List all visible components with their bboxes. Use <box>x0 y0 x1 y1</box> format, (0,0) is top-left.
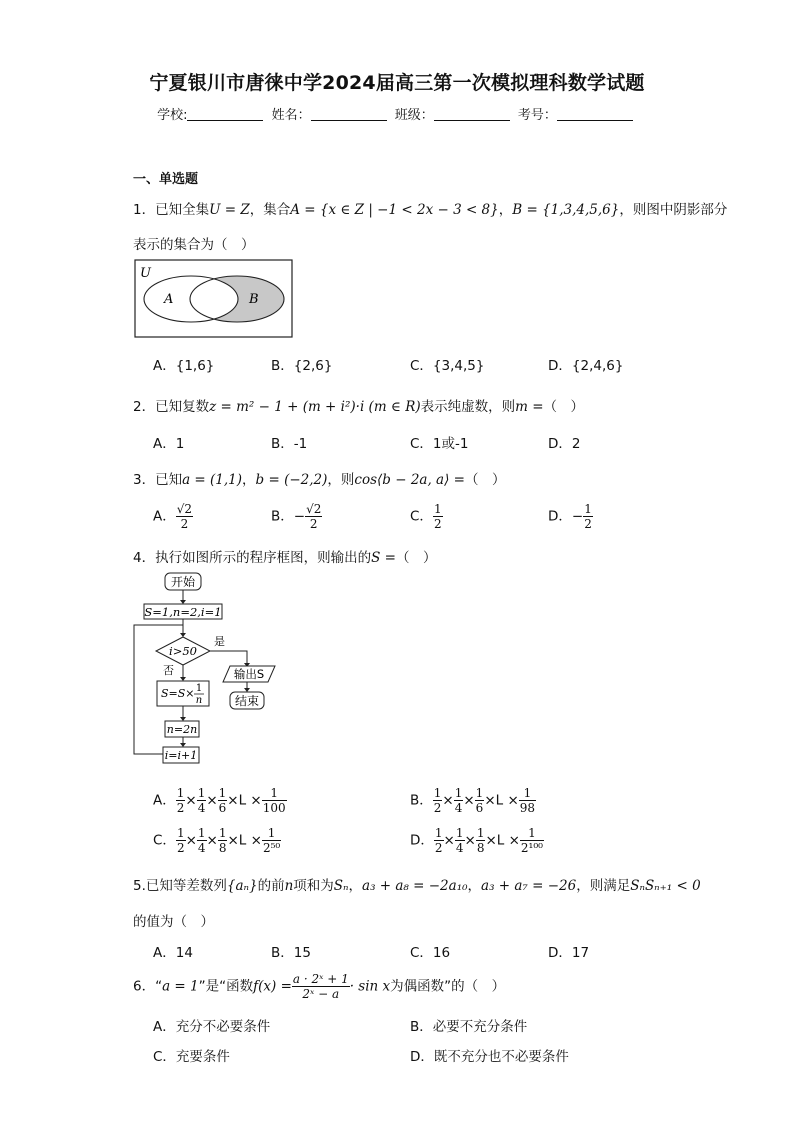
denominator: 4 <box>455 841 464 855</box>
q2-m: m = <box>515 399 544 415</box>
question-6-stem <box>133 972 505 1001</box>
q3-option-b[interactable] <box>271 502 322 531</box>
q3-text: 3．已知 <box>133 472 183 488</box>
q6-sin: · sin x <box>349 978 391 995</box>
q2-text: （ ） <box>543 399 585 415</box>
q6-option-b[interactable]: B．必要不充分条件 <box>410 1019 528 1035</box>
flow-yes-line <box>210 651 247 666</box>
option-fraction <box>176 502 193 531</box>
q2-expression: z = m² − 1 + (m + i²)·i (m ∈ R) <box>209 399 421 415</box>
q2-text: 2．已知复数 <box>133 399 210 415</box>
q1-option-b[interactable]: B．{2,6} <box>271 358 333 374</box>
q2-text: 表示纯虚数，则 <box>420 399 516 415</box>
option-label: D． <box>410 832 434 849</box>
q6-option-d[interactable]: D．既不充分也不必要条件 <box>410 1049 569 1065</box>
numerator: 1 <box>176 786 185 800</box>
flow-arrowhead <box>244 688 250 692</box>
q1-text: 1．已知全集 <box>133 202 210 218</box>
option-label: C． <box>410 508 433 525</box>
number-label: 考号： <box>517 108 557 123</box>
option-label: B． <box>271 508 294 525</box>
q4-option-c[interactable]: C． $\frac{1}{2}$ × $\frac{1}{4}$ × $\frac{1}{8}$ ×L × $\frac{1}{\text{2⁵⁰}}$ <box>153 826 281 855</box>
option-label: A． <box>153 792 176 809</box>
q6-text: ”是“函数 <box>198 978 254 995</box>
q3-text: （ ） <box>464 472 506 488</box>
numerator: 1 <box>520 826 544 841</box>
class-label: 班级： <box>394 108 434 123</box>
denominator: 6 <box>475 801 484 815</box>
ellipsis: L <box>495 792 504 809</box>
numerator: √2 <box>176 502 193 516</box>
question-1-stem <box>133 198 727 218</box>
denominator: 4 <box>454 801 463 815</box>
q5-option-a[interactable]: A．14 <box>153 945 193 961</box>
flow-step2: n=2n <box>166 723 198 736</box>
flow-arrowhead <box>180 717 186 721</box>
q2-option-a[interactable]: A．1 <box>153 436 185 452</box>
term <box>218 786 228 815</box>
denominator: 2 <box>180 517 189 531</box>
term <box>262 826 281 855</box>
term <box>433 786 443 815</box>
denominator: 8 <box>218 841 227 855</box>
numerator: 1 <box>197 826 206 840</box>
option-fraction <box>583 502 593 531</box>
option-fraction <box>433 502 443 531</box>
flow-arrowhead <box>180 743 186 747</box>
numerator: 1 <box>475 786 484 800</box>
q5-option-b[interactable]: B．15 <box>271 945 311 961</box>
q3-option-a[interactable] <box>153 502 193 531</box>
q3-cos-expression: cos⟨b − 2a, a⟩ = <box>354 472 465 488</box>
numerator: 1 <box>262 826 281 841</box>
term <box>476 826 486 855</box>
denominator: 4 <box>197 841 206 855</box>
q5-option-d[interactable]: D．17 <box>548 945 590 961</box>
term <box>454 786 464 815</box>
numerator: a · 2ˣ + 1 <box>292 972 349 986</box>
numerator: 1 <box>262 786 287 801</box>
term <box>455 826 465 855</box>
term <box>218 826 228 855</box>
q5-condition-1: a₃ + a₈ = −2a₁₀ <box>362 878 468 894</box>
flow-step1-numerator: 1 <box>195 683 203 694</box>
q4-text: 4．执行如图所示的程序框图，则输出的 <box>133 550 372 566</box>
q1-universal-set: U = Z <box>209 202 250 218</box>
question-5-stem-line2: 的值为（ ） <box>133 914 214 930</box>
denominator: 2 <box>434 841 443 855</box>
q3-vector-a: a = (1,1) <box>182 472 243 488</box>
flow-end: 结束 <box>234 694 260 708</box>
q5-condition-2: a₃ + a₇ = −26 <box>481 878 577 894</box>
flow-step3: i=i+1 <box>164 749 198 762</box>
denominator: 2⁵⁰ <box>262 841 281 855</box>
flow-output: 输出S <box>233 667 265 681</box>
flow-arrowhead <box>180 633 186 637</box>
option-fraction <box>305 502 322 531</box>
section-heading: 一、单选题 <box>133 172 199 187</box>
numerator: 1 <box>218 786 227 800</box>
q3-text: ， <box>242 472 256 488</box>
numerator: √2 <box>306 502 322 516</box>
numerator: 1 <box>218 826 227 840</box>
option-label: C． <box>153 832 176 849</box>
q6-condition: a = 1 <box>162 978 199 995</box>
q1-set-b: B = {1,3,4,5,6} <box>512 202 620 218</box>
q6-option-c[interactable]: C．充要条件 <box>153 1049 230 1065</box>
q1-set-a: A = {x ∈ Z | −1 < 2x − 3 < 8} <box>290 202 499 218</box>
q1-text: ，则图中阴影部分 <box>619 202 728 218</box>
q1-option-c[interactable]: C．{3,4,5} <box>410 358 485 374</box>
numerator: 1 <box>197 786 206 800</box>
denominator: 2 <box>433 801 442 815</box>
q3-option-d[interactable] <box>548 502 593 531</box>
q3-vector-b: b = (−2,2) <box>255 472 328 488</box>
q4-option-d[interactable]: D． $\frac{1}{2}$ × $\frac{1}{4}$ × $\frac{1}{8}$ ×L × $\frac{1}{\text{2¹⁰⁰}}$ <box>410 826 543 855</box>
term <box>519 786 536 815</box>
ellipsis: L <box>238 792 247 809</box>
q5-text: ， <box>467 878 482 894</box>
numerator: 1 <box>519 786 536 801</box>
denominator: 2 <box>176 801 185 815</box>
term <box>197 826 207 855</box>
name-blank <box>311 108 387 121</box>
option-label: B． <box>410 792 433 809</box>
numerator: 1 <box>433 786 442 800</box>
flowchart <box>130 570 290 780</box>
flow-condition: i>50 <box>169 644 197 658</box>
denominator: 2¹⁰⁰ <box>520 841 543 855</box>
name-label: 姓名： <box>271 108 311 123</box>
q4-text: （ ） <box>395 550 437 566</box>
q4-option-a[interactable]: A． $\frac{1}{2}$ × $\frac{1}{4}$ × $\frac{1}{6}$ ×L × $\frac{1}{100}$ <box>153 786 286 815</box>
q6-fraction <box>292 972 350 1001</box>
denominator: 2 <box>309 517 318 531</box>
flow-yes: 是 <box>214 635 225 648</box>
q2-option-b[interactable]: B．-1 <box>271 436 308 452</box>
q6-option-a[interactable]: A．充分不必要条件 <box>153 1019 271 1035</box>
q5-sequence: {aₙ} <box>226 878 258 894</box>
school-blank <box>187 108 263 121</box>
flow-no: 否 <box>163 664 174 677</box>
flow-step1-denominator: n <box>195 695 203 706</box>
q2-option-c[interactable]: C．1或-1 <box>410 436 469 452</box>
ellipsis: L <box>496 832 505 849</box>
q5-text: ， <box>348 878 363 894</box>
q5-text: 5.已知等差数列 <box>133 878 227 894</box>
flow-arrowhead <box>180 600 186 604</box>
q5-text: ，则满足 <box>576 878 631 894</box>
q5-sn: Sₙ <box>333 878 349 894</box>
denominator: 2ˣ − a <box>302 987 340 1001</box>
q3-text: ，则 <box>327 472 355 488</box>
term <box>176 786 186 815</box>
numerator: 1 <box>176 826 185 840</box>
number-blank <box>557 108 633 121</box>
page-title: 宁夏银川市唐徕中学2024届高三第一次模拟理科数学试题 <box>149 72 645 94</box>
flow-step1: S=S× <box>161 687 195 700</box>
question-3-stem <box>133 468 505 488</box>
q5-text: 的前 <box>257 878 285 894</box>
q1-option-a[interactable]: A．{1,6} <box>153 358 215 374</box>
q5-n: n <box>284 878 294 894</box>
flow-init: S=1,n=2,i=1 <box>144 605 222 619</box>
numerator: 1 <box>454 786 463 800</box>
term <box>176 826 186 855</box>
q6-text: 为偶函数”的（ ） <box>390 978 506 995</box>
q6-function-name: f(x) = <box>253 978 292 995</box>
question-1-stem-line2: 表示的集合为（ ） <box>133 237 255 253</box>
numerator: 1 <box>455 826 464 840</box>
denominator: 100 <box>262 801 286 815</box>
question-2-stem <box>133 395 584 415</box>
numerator: 1 <box>584 502 592 516</box>
q5-option-c[interactable]: C．16 <box>410 945 451 961</box>
q5-text: 项和为 <box>293 878 334 894</box>
ellipsis: L <box>238 832 247 849</box>
question-4-stem <box>133 546 436 566</box>
denominator: 2 <box>433 517 442 531</box>
option-label: D． <box>548 508 572 525</box>
numerator: 1 <box>476 826 485 840</box>
q2-option-d[interactable]: D．2 <box>548 436 581 452</box>
q4-option-b[interactable]: B． $\frac{1}{2}$ × $\frac{1}{4}$ × $\frac{1}{6}$ ×L × $\frac{1}{98}$ <box>410 786 536 815</box>
q1-text: ， <box>498 202 513 218</box>
denominator: 2 <box>176 841 185 855</box>
term <box>434 826 444 855</box>
flow-start: 开始 <box>170 575 196 589</box>
denominator: 4 <box>197 801 206 815</box>
venn-label-a: A <box>164 292 174 307</box>
term <box>262 786 287 815</box>
numerator: 1 <box>434 826 443 840</box>
numerator: 1 <box>433 502 442 516</box>
venn-label-u: U <box>140 266 151 281</box>
q3-option-c[interactable] <box>410 502 443 531</box>
option-sign: − <box>293 508 306 525</box>
term <box>520 826 544 855</box>
denominator: 6 <box>218 801 227 815</box>
option-label: A． <box>153 508 176 525</box>
option-sign: − <box>571 508 584 525</box>
venn-label-b: B <box>249 292 259 307</box>
class-blank <box>434 108 510 121</box>
q4-s: S = <box>371 550 396 566</box>
venn-diagram <box>134 259 294 339</box>
q1-option-d[interactable]: D．{2,4,6} <box>548 358 624 374</box>
flow-arrowhead <box>180 677 186 681</box>
denominator: 2 <box>584 517 592 531</box>
student-info-line <box>0 104 794 123</box>
question-5-stem <box>133 874 701 894</box>
school-label: 学校: <box>157 108 188 123</box>
denominator: 98 <box>519 801 536 815</box>
term <box>475 786 485 815</box>
denominator: 8 <box>476 841 485 855</box>
term <box>197 786 207 815</box>
q1-text: ，集合 <box>249 202 291 218</box>
q6-text: 6．“ <box>133 978 163 995</box>
q5-inequality: SₙSₙ₊₁ < 0 <box>630 878 701 894</box>
